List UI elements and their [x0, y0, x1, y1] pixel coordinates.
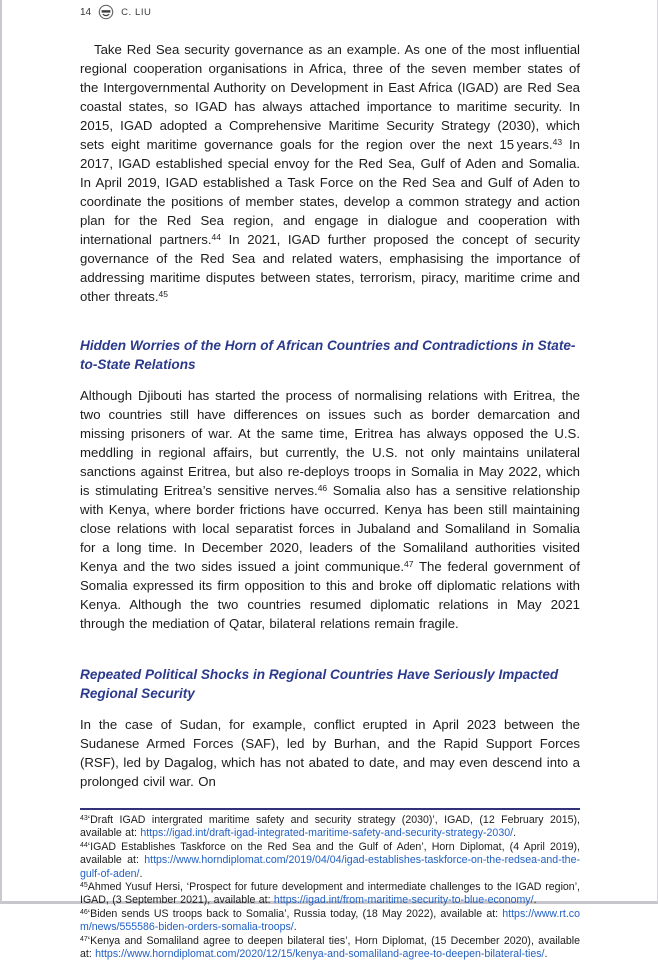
running-head-author: C. LIU [121, 6, 152, 18]
section-heading-political-shocks: Repeated Political Shocks in Regional Countries Have Seriously Impacted Regional Security [80, 667, 559, 701]
footnote-link[interactable]: https://igad.int/draft-igad-integrated-maritime-safety-and-security-strategy-2030/ [140, 827, 514, 840]
footnotes-section [80, 808, 580, 961]
footnote-text: Ahmed Yusuf Hersi, ‘Prospect for future development and intermediate challenges to the IGAD region’, IGAD, (3 September 2021), available at: [80, 881, 580, 907]
footnote-link[interactable]: https://igad.int/from-maritime-security-to-blue-economy/ [273, 894, 534, 907]
footnote-ref-46: 46 [317, 483, 328, 493]
page-content [2, 0, 657, 961]
footnote-45 [80, 881, 580, 908]
footnote-number: 46 [80, 908, 88, 916]
footnote-text: ‘Kenya and Somaliland agree to deepen bilateral ties’, Horn Diplomat, (15 December 2020), available at: [80, 934, 580, 961]
footnote-link[interactable]: https://www.rt.com/news/555586-biden-orders-somalia-troops/ [80, 907, 580, 934]
footnote-43 [80, 814, 580, 841]
paragraph-red-sea-governance [80, 40, 580, 306]
footnote-text: ‘Draft IGAD intergrated maritime safety and security strategy (2030)’, IGAD, (12 February 2015), available at: [80, 814, 580, 840]
footnote-ref-47: 47 [404, 559, 414, 569]
footnote-46 [80, 908, 580, 935]
footnote-number: 45 [80, 882, 88, 890]
paragraph-text: Although Djibouti has started the process of normalising relations with Eritrea, the two countries still have differences on issues such as border demarcation and missing prisoners of war. At the same time, Eritrea has always opposed the U.S. meddling in regional affairs, but currently, the U.S. not only maintains unilateral sanctions against Eritrea, but also re-deploys troops in Somalia in May 2022, which is stimulating Eritrea’s sensitive nerves. [80, 388, 580, 498]
footnote-ref-45: 45 [158, 289, 168, 299]
paragraph-text: Somalia also has a sensitive relationship with Kenya, where border frictions have occurred. Kenya has been still maintaining close relations with local separatist forces in Jubaland and Somaliland in Somalia for a long time. In December 2020, leaders of the Somaliland authorities visited Kenya and the two sides issued a joint communique. [80, 483, 581, 574]
footnote-text: . [544, 948, 548, 961]
footnote-link[interactable]: https://www.horndiplomat.com/2019/04/04/igad-establishes-taskforce-on-the-redsea-and-the-gulf-of-aden/ [80, 854, 580, 880]
footnote-47 [80, 935, 580, 961]
section-heading-hidden-worries: Hidden Worries of the Horn of African Countries and Contradictions in State-to-State Relations [80, 338, 576, 372]
running-header [80, 4, 580, 20]
footnote-text: . [533, 894, 537, 907]
page-number: 14 [80, 6, 92, 18]
paragraph-horn-of-africa [80, 386, 580, 633]
paragraph-text: In 2021, IGAD further proposed the concept of security governance of the Red Sea and related waters, emphasising the importance of addressing maritime disputes between states, terrorism, piracy, maritime crime and other threats. [80, 232, 580, 304]
footnote-text: ‘Biden sends US troops back to Somalia’, Russia today, (18 May 2022), available at: [87, 907, 503, 920]
paragraph-text: Take Red Sea security governance as an example. As one of the most influential regional cooperation organisations in Africa, three of the seven member states of the Intergovernmental Authority on Development in East Africa (IGAD) are Red Sea coastal states, so IGAD has always attached importance to maritime security. In 2015, IGAD adopted a Comprehensive Maritime Security Strategy (2030), which sets eight maritime governance goals for the region over the next 15 years. [80, 42, 580, 152]
paragraph-text: The federal government of Somalia expressed its firm opposition to this and broke off diplomatic relations with Kenya. Although the two countries resumed diplomatic relations in May 2021 through the mediation of Qatar, bilateral relations remain fragile. [80, 559, 580, 631]
publisher-circle-logo-icon [98, 4, 114, 20]
paragraph-sudan-conflict: In the case of Sudan, for example, conflict erupted in April 2023 between the Sudanese Armed Forces (SAF), led by Burhan, and the Rapid Support Forces (RSF), led by Dagalog, which has not abated to date, and may even descend into a prolonged civil war. On [80, 717, 580, 789]
paragraph-text: In 2017, IGAD established special envoy for the Red Sea, Gulf of Aden and Somalia. In April 2019, IGAD established a Task Force on the Red Sea and Gulf of Aden to coordinate the positions of member states, develop a common strategy and action plan for the Red Sea region, and engage in dialogue and cooperation with international partners. [80, 137, 580, 247]
footnote-text: . [513, 827, 517, 840]
footnote-link[interactable]: https://www.horndiplomat.com/2020/12/15/kenya-and-somaliland-agree-to-deepen-bilateral-ties/ [95, 948, 545, 961]
footnote-number: 43 [80, 815, 88, 822]
footnote-number: 44 [80, 841, 88, 849]
footnote-number: 47 [80, 935, 88, 943]
footnote-text: ‘IGAD Establishes Taskforce on the Red Sea and the Gulf of Aden’, Horn Diplomat, (4 April 2019), available at: [80, 840, 580, 867]
footnote-44 [80, 841, 580, 881]
footnote-text: . [293, 921, 297, 934]
footnote-ref-43: 43 [552, 137, 563, 147]
footnote-text: . [139, 867, 143, 880]
footnote-ref-44: 44 [211, 232, 221, 242]
